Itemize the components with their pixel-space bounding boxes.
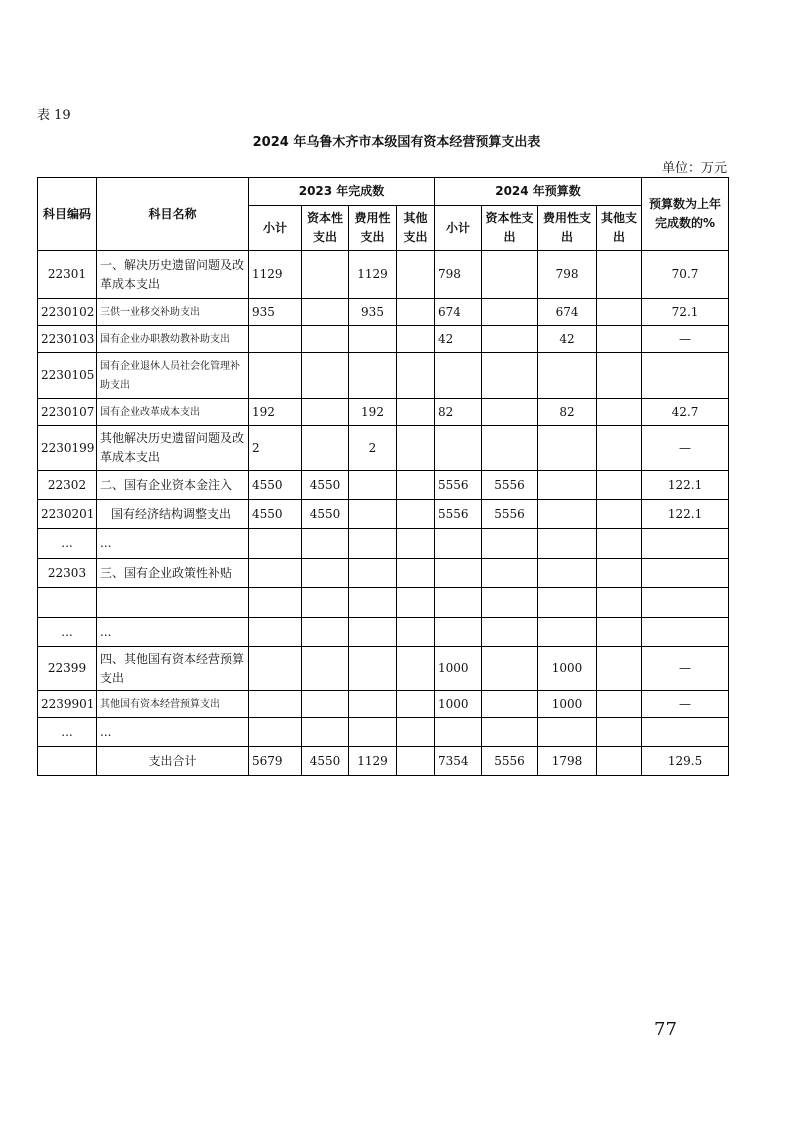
cell-value: —: [642, 326, 729, 353]
table-row: [38, 747, 729, 776]
cell-value: [435, 559, 482, 588]
table-row: [38, 588, 729, 618]
header-2024-other: 其他支出: [597, 206, 642, 251]
cell-value: [597, 299, 642, 326]
cell-value: [597, 529, 642, 559]
table-row: [38, 326, 729, 353]
cell-value: [538, 529, 597, 559]
cell-value: [482, 618, 538, 647]
cell-name: ...: [97, 718, 249, 747]
cell-value: 674: [435, 299, 482, 326]
cell-value: 4550: [302, 471, 349, 500]
table-row: [38, 399, 729, 426]
cell-code: 22303: [38, 559, 97, 588]
table-row: [38, 691, 729, 718]
cell-value: [249, 691, 302, 718]
cell-value: [482, 399, 538, 426]
cell-value: [482, 529, 538, 559]
cell-value: [597, 251, 642, 299]
cell-value: 72.1: [642, 299, 729, 326]
cell-value: [349, 618, 397, 647]
cell-value: [397, 747, 435, 776]
header-ratio: 预算数为上年完成数的%: [642, 178, 729, 251]
cell-value: [302, 618, 349, 647]
header-2023-expense: 费用性支出: [349, 206, 397, 251]
table-row: [38, 299, 729, 326]
header-2023-other: 其他支出: [397, 206, 435, 251]
cell-value: [302, 529, 349, 559]
cell-value: 5556: [482, 500, 538, 529]
header-2024-group: 2024 年预算数: [435, 178, 642, 206]
cell-value: [302, 691, 349, 718]
cell-value: [597, 399, 642, 426]
cell-value: [435, 426, 482, 471]
table-row: [38, 559, 729, 588]
cell-code: 2230199: [38, 426, 97, 471]
cell-value: [349, 353, 397, 399]
cell-value: 1000: [538, 691, 597, 718]
cell-value: [249, 559, 302, 588]
cell-value: [397, 500, 435, 529]
cell-value: [397, 299, 435, 326]
cell-name: 其他解决历史遗留问题及改革成本支出: [97, 426, 249, 471]
cell-value: 42: [435, 326, 482, 353]
cell-value: [482, 588, 538, 618]
page-title: 2024 年乌鲁木齐市本级国有资本经营预算支出表: [252, 135, 541, 150]
cell-value: [482, 299, 538, 326]
cell-value: 122.1: [642, 500, 729, 529]
cell-value: [597, 426, 642, 471]
cell-value: [397, 529, 435, 559]
cell-value: 5556: [435, 500, 482, 529]
cell-value: 5556: [482, 747, 538, 776]
cell-value: —: [642, 691, 729, 718]
cell-value: [397, 251, 435, 299]
table-label: 表 19: [37, 108, 71, 123]
cell-value: [302, 299, 349, 326]
cell-value: [642, 529, 729, 559]
cell-value: 122.1: [642, 471, 729, 500]
cell-value: [482, 353, 538, 399]
table-row: [38, 471, 729, 500]
cell-value: [642, 353, 729, 399]
header-code: 科目编码: [38, 178, 97, 251]
cell-value: [435, 529, 482, 559]
cell-code: 2239901: [38, 691, 97, 718]
cell-value: [349, 588, 397, 618]
table-row: [38, 500, 729, 529]
cell-value: [349, 718, 397, 747]
cell-value: [249, 353, 302, 399]
cell-value: [249, 647, 302, 691]
cell-value: [435, 718, 482, 747]
cell-value: [538, 718, 597, 747]
cell-value: 42: [538, 326, 597, 353]
cell-value: —: [642, 426, 729, 471]
table-row: [38, 353, 729, 399]
cell-value: [435, 588, 482, 618]
cell-value: 7354: [435, 747, 482, 776]
cell-value: [597, 718, 642, 747]
cell-value: 82: [435, 399, 482, 426]
page-number: 77: [654, 1019, 677, 1040]
cell-value: [302, 353, 349, 399]
cell-value: [597, 559, 642, 588]
cell-value: [397, 426, 435, 471]
cell-value: 935: [349, 299, 397, 326]
table-row: [38, 618, 729, 647]
cell-value: [249, 718, 302, 747]
cell-value: [349, 529, 397, 559]
cell-value: [249, 618, 302, 647]
cell-value: 935: [249, 299, 302, 326]
cell-value: [642, 618, 729, 647]
cell-value: [249, 529, 302, 559]
cell-value: [349, 559, 397, 588]
cell-value: [642, 718, 729, 747]
cell-value: [597, 588, 642, 618]
cell-value: [302, 399, 349, 426]
cell-value: [597, 471, 642, 500]
cell-code: 2230107: [38, 399, 97, 426]
cell-value: [249, 326, 302, 353]
cell-value: [597, 500, 642, 529]
cell-value: [397, 618, 435, 647]
cell-name: 国有企业办职教幼教补助支出: [97, 326, 249, 353]
cell-name: 支出合计: [97, 747, 249, 776]
cell-value: [597, 691, 642, 718]
cell-value: [302, 251, 349, 299]
header-2024-capital: 资本性支出: [482, 206, 538, 251]
cell-value: [397, 399, 435, 426]
cell-value: [349, 691, 397, 718]
cell-code: 22301: [38, 251, 97, 299]
cell-name: 四、其他国有资本经营预算支出: [97, 647, 249, 691]
cell-value: 4550: [302, 500, 349, 529]
header-name: 科目名称: [97, 178, 249, 251]
cell-value: [302, 426, 349, 471]
cell-value: [597, 353, 642, 399]
cell-value: [482, 326, 538, 353]
cell-value: [538, 500, 597, 529]
cell-value: [397, 691, 435, 718]
cell-value: [435, 353, 482, 399]
cell-code: 2230105: [38, 353, 97, 399]
cell-name: [97, 588, 249, 618]
cell-code: ...: [38, 618, 97, 647]
cell-code: 2230201: [38, 500, 97, 529]
cell-value: 5556: [482, 471, 538, 500]
cell-value: 1129: [349, 251, 397, 299]
cell-value: [482, 691, 538, 718]
table-row: [38, 251, 729, 299]
header-2024-subtotal: 小计: [435, 206, 482, 251]
cell-value: 42.7: [642, 399, 729, 426]
cell-name: ...: [97, 529, 249, 559]
cell-value: 4550: [302, 747, 349, 776]
cell-value: [482, 251, 538, 299]
cell-value: 798: [435, 251, 482, 299]
cell-name: 其他国有资本经营预算支出: [97, 691, 249, 718]
cell-value: 82: [538, 399, 597, 426]
header-2023-capital: 资本性支出: [302, 206, 349, 251]
budget-table: [37, 177, 729, 776]
cell-value: [397, 718, 435, 747]
cell-value: —: [642, 647, 729, 691]
cell-value: [538, 618, 597, 647]
cell-name: ...: [97, 618, 249, 647]
cell-name: 国有企业退休人员社会化管理补助支出: [97, 353, 249, 399]
cell-value: [397, 471, 435, 500]
cell-code: 22399: [38, 647, 97, 691]
cell-value: [482, 426, 538, 471]
cell-value: 674: [538, 299, 597, 326]
cell-value: [482, 718, 538, 747]
cell-value: [397, 353, 435, 399]
table-row: [38, 529, 729, 559]
cell-value: [302, 718, 349, 747]
cell-value: 1000: [435, 647, 482, 691]
cell-value: [397, 559, 435, 588]
cell-value: 4550: [249, 500, 302, 529]
cell-value: 129.5: [642, 747, 729, 776]
table-row: [38, 718, 729, 747]
cell-value: 1798: [538, 747, 597, 776]
cell-value: [538, 559, 597, 588]
header-row-1: [38, 178, 729, 206]
cell-value: [302, 559, 349, 588]
cell-value: 5679: [249, 747, 302, 776]
cell-value: [482, 647, 538, 691]
cell-code: ...: [38, 718, 97, 747]
cell-value: [538, 426, 597, 471]
cell-code: ...: [38, 529, 97, 559]
cell-code: 2230102: [38, 299, 97, 326]
header-2023-subtotal: 小计: [249, 206, 302, 251]
cell-name: 国有经济结构调整支出: [97, 500, 249, 529]
cell-value: [538, 353, 597, 399]
cell-value: [349, 647, 397, 691]
cell-value: 192: [349, 399, 397, 426]
cell-value: 192: [249, 399, 302, 426]
cell-code: 22302: [38, 471, 97, 500]
cell-value: [597, 747, 642, 776]
cell-value: [538, 588, 597, 618]
cell-value: [397, 588, 435, 618]
cell-value: [538, 471, 597, 500]
cell-value: [642, 559, 729, 588]
cell-value: 1129: [249, 251, 302, 299]
cell-value: 2: [349, 426, 397, 471]
cell-value: [349, 471, 397, 500]
cell-value: [597, 326, 642, 353]
unit-label: 单位：万元: [661, 161, 727, 176]
cell-value: [302, 647, 349, 691]
cell-value: 70.7: [642, 251, 729, 299]
cell-value: 5556: [435, 471, 482, 500]
cell-value: [397, 326, 435, 353]
cell-name: 三、国有企业政策性补贴: [97, 559, 249, 588]
cell-value: 1129: [349, 747, 397, 776]
table-row: [38, 647, 729, 691]
cell-value: [302, 326, 349, 353]
cell-value: 798: [538, 251, 597, 299]
cell-value: [349, 500, 397, 529]
cell-name: 三供一业移交补助支出: [97, 299, 249, 326]
cell-value: 4550: [249, 471, 302, 500]
cell-value: [435, 618, 482, 647]
header-2023-group: 2023 年完成数: [249, 178, 435, 206]
cell-value: [597, 618, 642, 647]
cell-code: [38, 588, 97, 618]
cell-value: [597, 647, 642, 691]
cell-value: [642, 588, 729, 618]
cell-value: [302, 588, 349, 618]
cell-value: [482, 559, 538, 588]
cell-name: 一、解决历史遗留问题及改革成本支出: [97, 251, 249, 299]
cell-name: 二、国有企业资本金注入: [97, 471, 249, 500]
table-row: [38, 426, 729, 471]
cell-value: 2: [249, 426, 302, 471]
cell-code: 2230103: [38, 326, 97, 353]
cell-value: [349, 326, 397, 353]
header-2024-expense: 费用性支出: [538, 206, 597, 251]
cell-value: [397, 647, 435, 691]
cell-name: 国有企业改革成本支出: [97, 399, 249, 426]
cell-value: 1000: [435, 691, 482, 718]
cell-value: [249, 588, 302, 618]
cell-code: [38, 747, 97, 776]
cell-value: 1000: [538, 647, 597, 691]
